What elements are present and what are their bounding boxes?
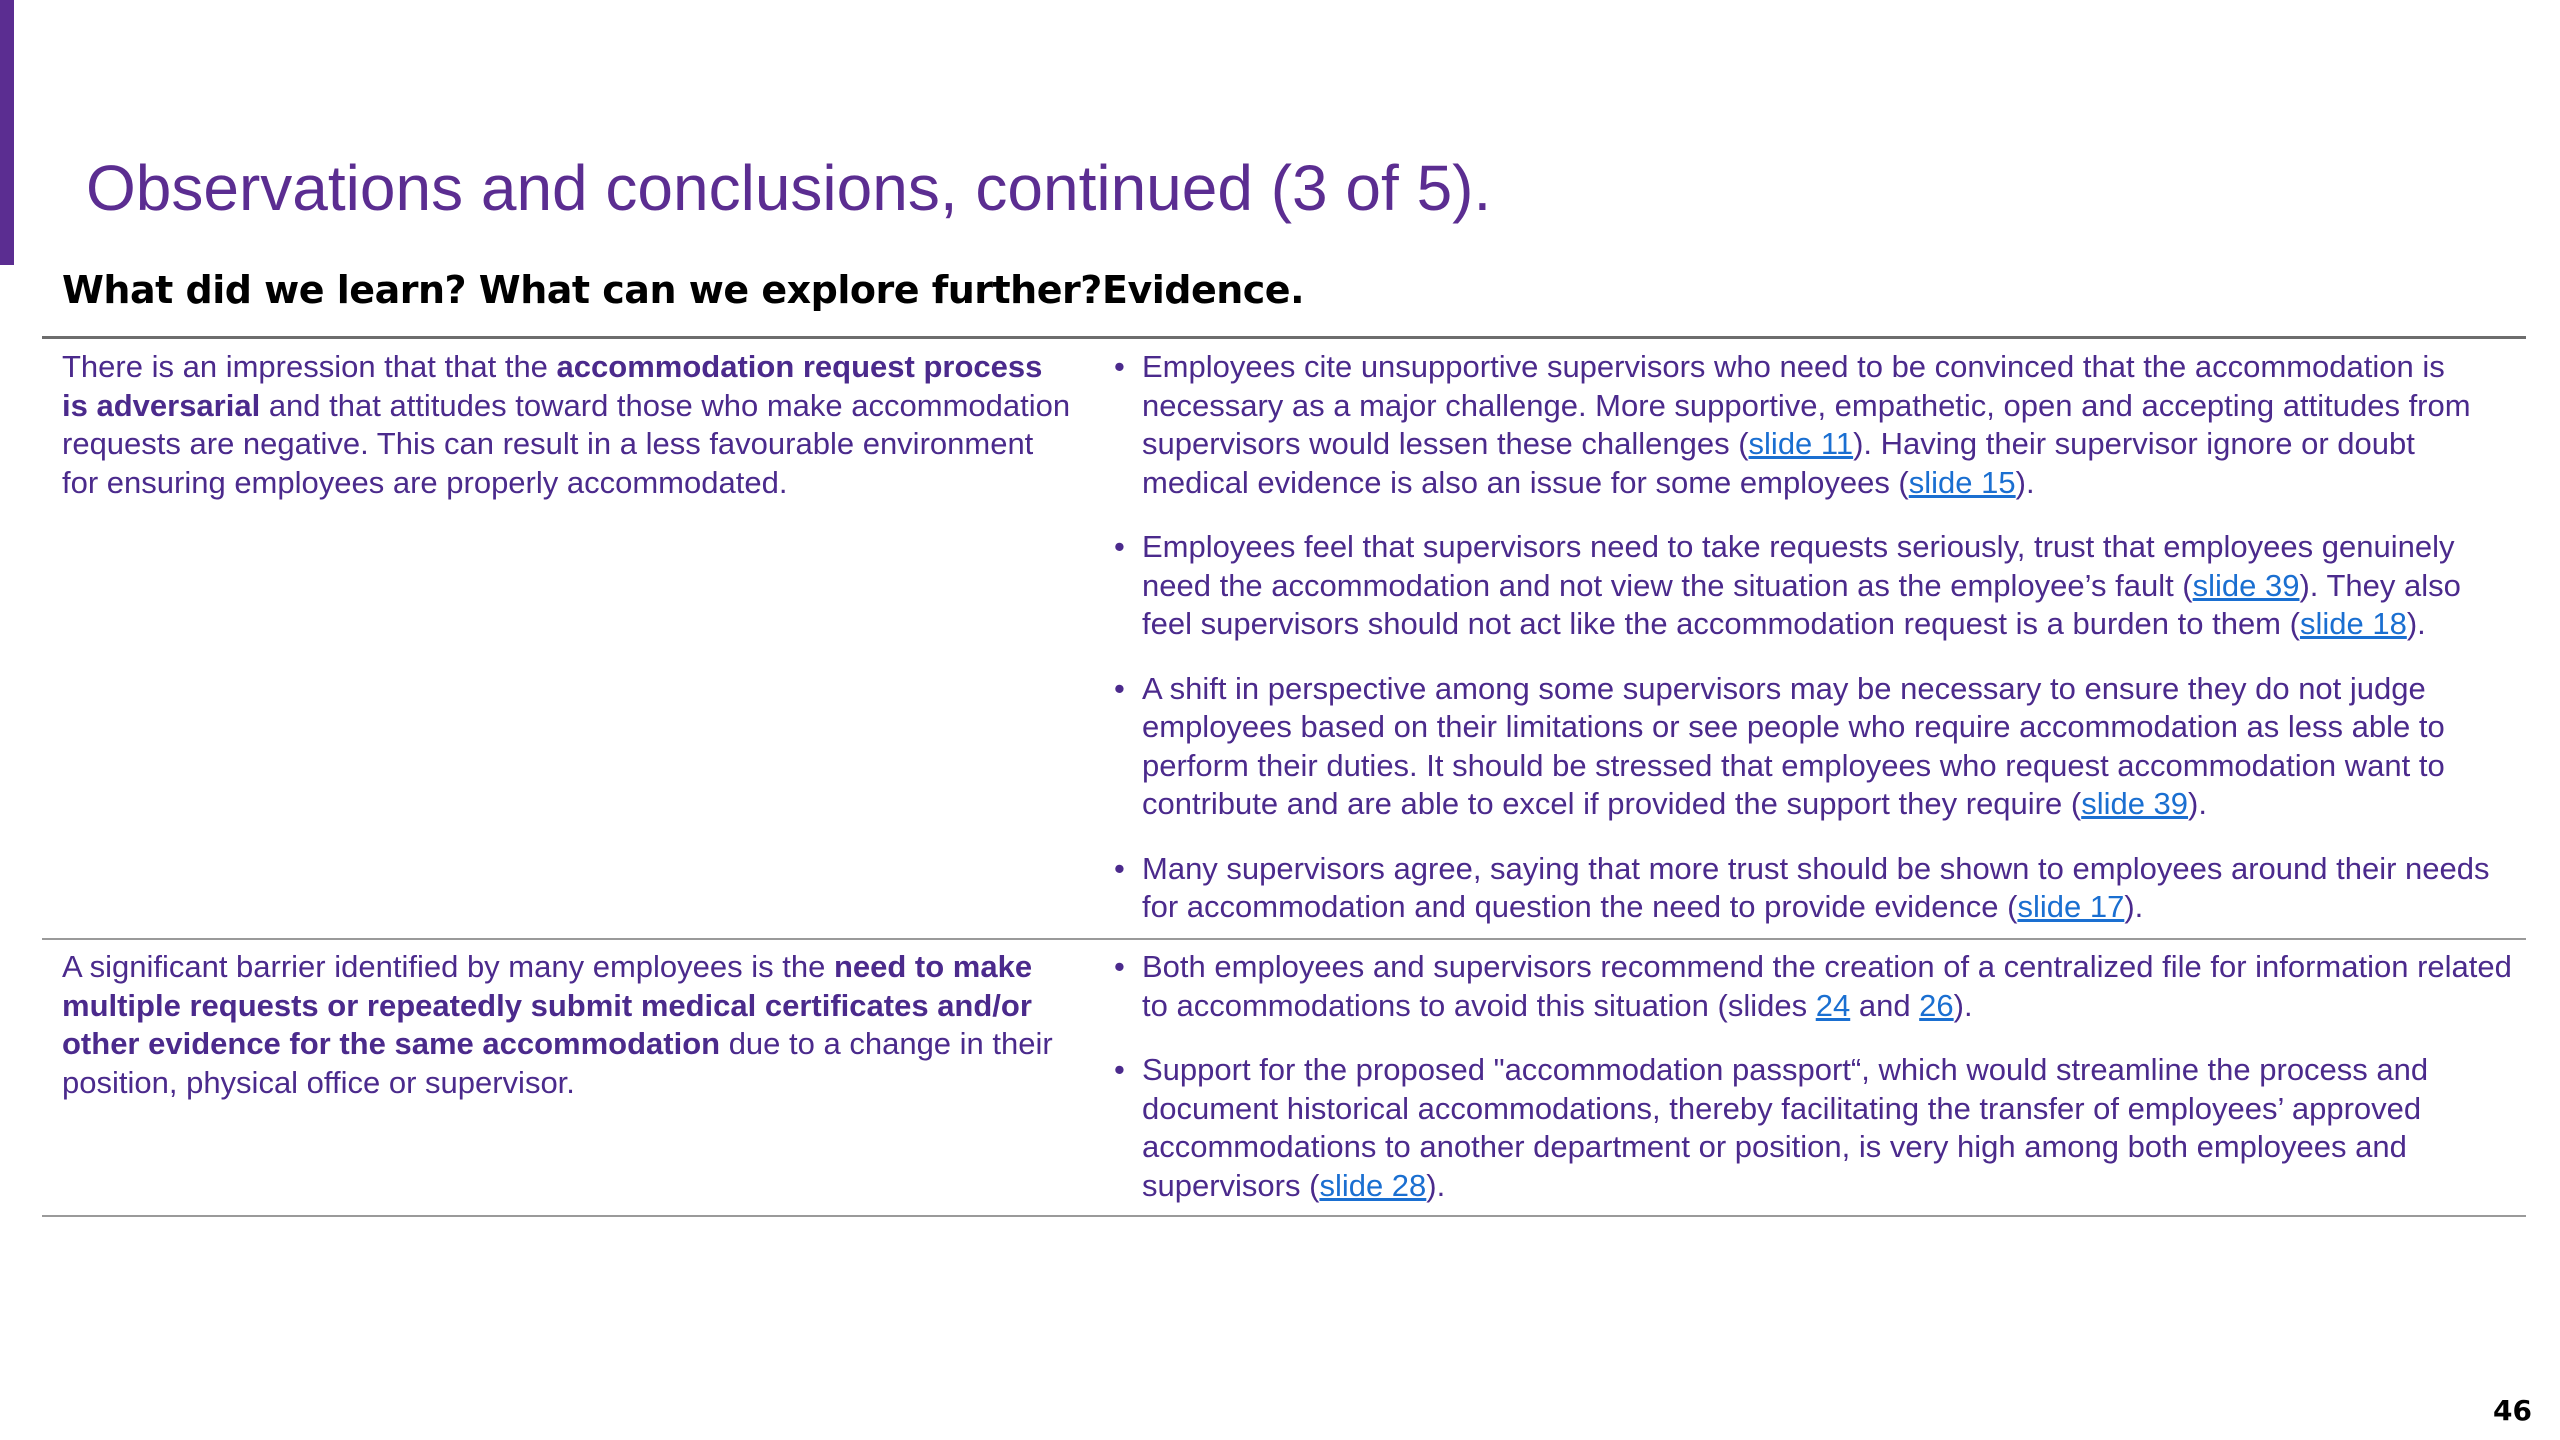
table-bottom-divider (42, 1215, 2526, 1217)
evidence-item: • Support for the proposed "accommodation passport“, which would streamline the process and document historical accommodations, thereby facilitating the transfer of employees’ approved accommodations to another department or position, is very high among both employees and supervisors (slide 28). (1114, 1052, 2429, 1203)
lesson-text: There is an impression that that the accommodation request process is adversarial and that attitudes toward those who make accommodation requests are negative. This can result in a less favourable environment for ensuring employees are properly accommodated. (62, 349, 1071, 500)
bullet-icon: • (1114, 1052, 1125, 1087)
evidence-item: • Both employees and supervisors recommend the creation of a centralized file for information related to accommodations to avoid this situation (slides 24 and 26). (1114, 949, 2512, 1023)
accent-bar (0, 0, 14, 265)
evidence-list (1114, 348, 2518, 953)
bullet-icon: • (1114, 670, 1125, 706)
evidence-list (1114, 948, 2518, 1231)
slide-link[interactable]: 24 (1815, 987, 1851, 1023)
slide-link[interactable]: slide 15 (1908, 464, 2016, 500)
evidence-item: • Employees feel that supervisors need to take requests seriously, trust that employees genuinely need the accommodation and not view the situation as the employee’s fault (slide 39). They also feel supervisors should not act like the accommodation request is a burden to them (slide 18). (1114, 529, 2461, 641)
lesson-text: A significant barrier identified by many employees is the need to make multiple requests or repeatedly submit medical certificates and/or other evidence for the same accommodation due to a change in their position, physical office or supervisor. (62, 949, 1053, 1100)
slide-link[interactable]: 26 (1919, 987, 1954, 1023)
slide-link[interactable]: slide 11 (1748, 426, 1854, 461)
row-divider (42, 938, 2526, 940)
evidence-item: • Many supervisors agree, saying that more trust should be shown to employees around their needs for accommodation and question the need to provide evidence (slide 17). (1114, 850, 2490, 924)
slide-link[interactable]: slide 18 (2299, 606, 2407, 641)
column-header-learnings: What did we learn? What can we explore further? (62, 268, 1102, 312)
slide-link[interactable]: slide 39 (2192, 567, 2300, 603)
evidence-item: • A shift in perspective among some supervisors may be necessary to ensure they do not judge employees based on their limitations or see people who require accommodation as less able to perform their duties. It should be stressed that employees who request accommodation want to contribute and are able to excel if provided the support they require (slide 39). (1114, 670, 2445, 821)
bullet-icon: • (1114, 349, 1125, 384)
lesson-emphasis: need to make multiple requests or repeatedly submit medical certificates and/or other evidence for the same accommodation (62, 949, 1033, 1061)
bullet-icon: • (1114, 949, 1125, 984)
slide-link[interactable]: slide 39 (2081, 786, 2189, 821)
column-header-evidence: Evidence. (1102, 268, 1305, 312)
lesson-emphasis: accommodation request process is adversarial (62, 349, 1043, 423)
bullet-icon: • (1114, 529, 1125, 564)
page-number: 46 (2493, 1394, 2532, 1427)
table-header-divider (42, 336, 2526, 339)
evidence-item: • Employees cite unsupportive supervisors who need to be convinced that the accommodation is necessary as a major challenge. More supportive, empathetic, open and accepting attitudes from supervisors would lessen these challenges (slide 11). Having their supervisor ignore or doubt medical evidence is also an issue for some employees (slide 15). (1114, 349, 2471, 500)
slide-link[interactable]: slide 17 (2017, 889, 2125, 924)
bullet-icon: • (1114, 850, 1125, 886)
slide-link[interactable]: slide 28 (1319, 1167, 1427, 1203)
slide-title: Observations and conclusions, continued (3 of 5). (86, 151, 1492, 224)
